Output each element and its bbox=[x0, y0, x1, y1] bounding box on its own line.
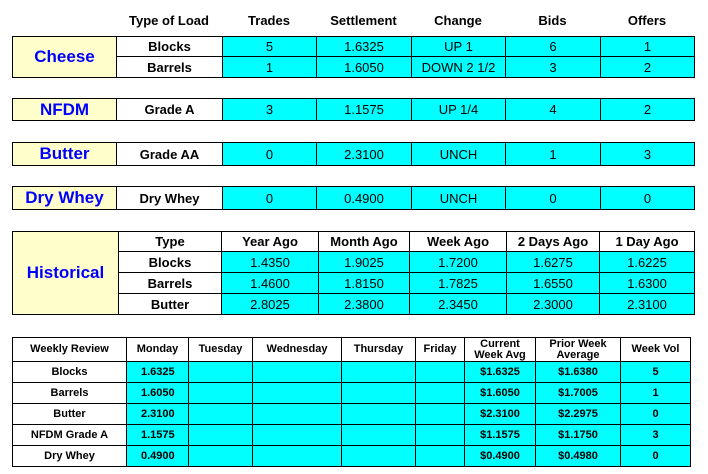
historical-value-cell: 1.6275 bbox=[506, 251, 600, 273]
historical-type-cell: Barrels bbox=[118, 272, 222, 294]
header-type-of-load: Type of Load bbox=[129, 13, 209, 28]
historical-value-cell: 1.7825 bbox=[409, 272, 507, 294]
weekly-vol-cell: 5 bbox=[620, 361, 691, 383]
offers-cell: 1 bbox=[600, 36, 695, 57]
bids-cell: 0 bbox=[505, 186, 601, 210]
historical-label: Historical bbox=[12, 231, 119, 315]
weekly-header-current-week-avg: Current Week Avg bbox=[464, 337, 536, 362]
settlement-cell: 0.4900 bbox=[316, 186, 412, 210]
weekly-tuesday-cell bbox=[188, 424, 253, 446]
bids-cell: 3 bbox=[505, 56, 601, 78]
historical-value-cell: 2.8025 bbox=[221, 293, 319, 315]
bids-cell: 6 bbox=[505, 36, 601, 57]
change-cell: UNCH bbox=[411, 142, 506, 166]
historical-value-cell: 1.6225 bbox=[599, 251, 695, 273]
historical-header-year-ago: Year Ago bbox=[221, 231, 319, 252]
historical-value-cell: 1.6300 bbox=[599, 272, 695, 294]
settlement-cell: 1.1575 bbox=[316, 98, 412, 121]
trades-cell: 0 bbox=[222, 186, 317, 210]
weekly-friday-cell bbox=[415, 403, 465, 425]
weekly-monday-cell: 0.4900 bbox=[126, 445, 189, 467]
load-type-cell: Dry Whey bbox=[116, 186, 223, 210]
weekly-header-wednesday: Wednesday bbox=[252, 337, 342, 362]
weekly-monday-cell: 1.6325 bbox=[126, 361, 189, 383]
weekly-current-avg-cell: $1.6050 bbox=[464, 382, 536, 404]
weekly-thursday-cell bbox=[341, 445, 416, 467]
header-bids: Bids bbox=[538, 13, 567, 28]
weekly-prior-avg-cell: $1.7005 bbox=[535, 382, 621, 404]
trades-cell: 0 bbox=[222, 142, 317, 166]
load-type-cell: Blocks bbox=[116, 36, 223, 57]
historical-value-cell: 1.8150 bbox=[318, 272, 410, 294]
header-trades: Trades bbox=[248, 13, 290, 28]
weekly-thursday-cell bbox=[341, 424, 416, 446]
weekly-wednesday-cell bbox=[252, 424, 342, 446]
settlement-cell: 1.6325 bbox=[316, 36, 412, 57]
historical-type-cell: Blocks bbox=[118, 251, 222, 273]
weekly-friday-cell bbox=[415, 424, 465, 446]
change-cell: UP 1/4 bbox=[411, 98, 506, 121]
weekly-friday-cell bbox=[415, 361, 465, 383]
offers-cell: 0 bbox=[600, 186, 695, 210]
historical-value-cell: 2.3100 bbox=[599, 293, 695, 315]
weekly-product-cell: Blocks bbox=[12, 361, 127, 383]
weekly-vol-cell: 3 bbox=[620, 424, 691, 446]
weekly-current-avg-cell: $0.4900 bbox=[464, 445, 536, 467]
header-change: Change bbox=[434, 13, 482, 28]
historical-header-type: Type bbox=[118, 231, 222, 252]
weekly-friday-cell bbox=[415, 445, 465, 467]
load-type-cell: Barrels bbox=[116, 56, 223, 78]
weekly-friday-cell bbox=[415, 382, 465, 404]
weekly-vol-cell: 0 bbox=[620, 403, 691, 425]
historical-header-2-days-ago: 2 Days Ago bbox=[506, 231, 600, 252]
bids-cell: 4 bbox=[505, 98, 601, 121]
historical-value-cell: 2.3800 bbox=[318, 293, 410, 315]
weekly-header-review: Weekly Review bbox=[12, 337, 127, 362]
weekly-monday-cell: 1.1575 bbox=[126, 424, 189, 446]
historical-header-1-day-ago: 1 Day Ago bbox=[599, 231, 695, 252]
weekly-product-cell: Dry Whey bbox=[12, 445, 127, 467]
group-label-dry-whey: Dry Whey bbox=[12, 186, 117, 210]
historical-value-cell: 1.4350 bbox=[221, 251, 319, 273]
weekly-wednesday-cell bbox=[252, 403, 342, 425]
historical-value-cell: 1.7200 bbox=[409, 251, 507, 273]
group-label-cheese: Cheese bbox=[12, 36, 117, 78]
trades-cell: 1 bbox=[222, 56, 317, 78]
weekly-header-week-vol: Week Vol bbox=[620, 337, 691, 362]
header-offers: Offers bbox=[627, 13, 667, 28]
historical-value-cell: 2.3450 bbox=[409, 293, 507, 315]
weekly-thursday-cell bbox=[341, 403, 416, 425]
bids-cell: 1 bbox=[505, 142, 601, 166]
weekly-monday-cell: 1.6050 bbox=[126, 382, 189, 404]
weekly-vol-cell: 1 bbox=[620, 382, 691, 404]
change-cell: DOWN 2 1/2 bbox=[411, 56, 506, 78]
header-settlement: Settlement bbox=[330, 13, 397, 28]
change-cell: UNCH bbox=[411, 186, 506, 210]
weekly-tuesday-cell bbox=[188, 361, 253, 383]
weekly-tuesday-cell bbox=[188, 382, 253, 404]
weekly-header-tuesday: Tuesday bbox=[188, 337, 253, 362]
weekly-vol-cell: 0 bbox=[620, 445, 691, 467]
trades-cell: 5 bbox=[222, 36, 317, 57]
settlement-cell: 2.3100 bbox=[316, 142, 412, 166]
historical-header-month-ago: Month Ago bbox=[318, 231, 410, 252]
weekly-wednesday-cell bbox=[252, 382, 342, 404]
weekly-header-prior-week-average: Prior Week Average bbox=[535, 337, 621, 362]
weekly-header-monday: Monday bbox=[126, 337, 189, 362]
weekly-current-avg-cell: $2.3100 bbox=[464, 403, 536, 425]
historical-type-cell: Butter bbox=[118, 293, 222, 315]
weekly-product-cell: Butter bbox=[12, 403, 127, 425]
weekly-prior-avg-cell: $2.2975 bbox=[535, 403, 621, 425]
historical-value-cell: 1.4600 bbox=[221, 272, 319, 294]
group-label-nfdm: NFDM bbox=[12, 98, 117, 121]
change-cell: UP 1 bbox=[411, 36, 506, 57]
weekly-prior-avg-cell: $0.4980 bbox=[535, 445, 621, 467]
weekly-current-avg-cell: $1.6325 bbox=[464, 361, 536, 383]
weekly-product-cell: Barrels bbox=[12, 382, 127, 404]
weekly-prior-avg-cell: $1.1750 bbox=[535, 424, 621, 446]
offers-cell: 2 bbox=[600, 56, 695, 78]
weekly-header-thursday: Thursday bbox=[341, 337, 416, 362]
load-type-cell: Grade AA bbox=[116, 142, 223, 166]
weekly-tuesday-cell bbox=[188, 403, 253, 425]
weekly-current-avg-cell: $1.1575 bbox=[464, 424, 536, 446]
weekly-wednesday-cell bbox=[252, 445, 342, 467]
weekly-product-cell: NFDM Grade A bbox=[12, 424, 127, 446]
weekly-thursday-cell bbox=[341, 382, 416, 404]
settlement-cell: 1.6050 bbox=[316, 56, 412, 78]
weekly-tuesday-cell bbox=[188, 445, 253, 467]
historical-value-cell: 1.9025 bbox=[318, 251, 410, 273]
offers-cell: 2 bbox=[600, 98, 695, 121]
weekly-header-friday: Friday bbox=[415, 337, 465, 362]
historical-value-cell: 2.3000 bbox=[506, 293, 600, 315]
weekly-monday-cell: 2.3100 bbox=[126, 403, 189, 425]
historical-value-cell: 1.6550 bbox=[506, 272, 600, 294]
offers-cell: 3 bbox=[600, 142, 695, 166]
weekly-thursday-cell bbox=[341, 361, 416, 383]
historical-header-week-ago: Week Ago bbox=[409, 231, 507, 252]
load-type-cell: Grade A bbox=[116, 98, 223, 121]
group-label-butter: Butter bbox=[12, 142, 117, 166]
trades-cell: 3 bbox=[222, 98, 317, 121]
weekly-wednesday-cell bbox=[252, 361, 342, 383]
weekly-prior-avg-cell: $1.6380 bbox=[535, 361, 621, 383]
